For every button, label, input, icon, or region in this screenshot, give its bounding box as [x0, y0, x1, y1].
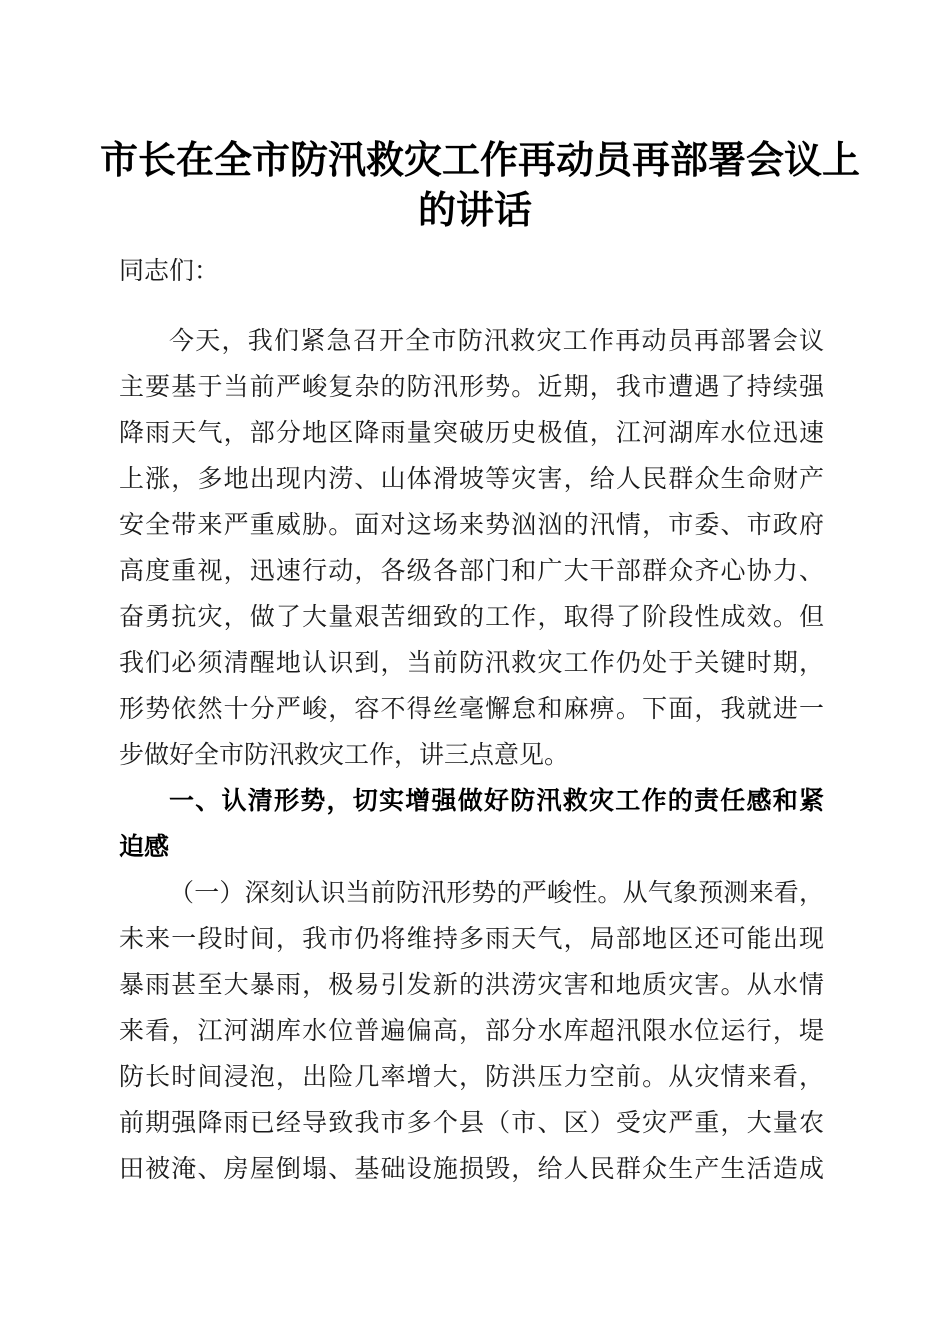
- paragraph-1-line: 步做好全市防汛救灾工作，讲三点意见。: [119, 740, 570, 769]
- document-title-line-1: 市长在全市防汛救灾工作再动员再部署会议上: [100, 137, 861, 182]
- paragraph-2-line: 暴雨甚至大暴雨，极易引发新的洪涝灾害和地质灾害。从水情: [119, 970, 824, 999]
- section-heading-1: 一、认清形势，切实增强做好防汛救灾工作的责任感和紧: [169, 786, 824, 815]
- paragraph-1-line: 降雨天气，部分地区降雨量突破历史极值，江河湖库水位迅速: [119, 418, 824, 447]
- salutation: 同志们：: [119, 256, 220, 285]
- paragraph-2-line: 来看，江河湖库水位普遍偏高，部分水库超汛限水位运行，堤: [119, 1016, 824, 1045]
- paragraph-2-line: 未来一段时间，我市仍将维持多雨天气，局部地区还可能出现: [119, 924, 824, 953]
- paragraph-1-line: 奋勇抗灾，做了大量艰苦细致的工作，取得了阶段性成效。但: [119, 602, 824, 631]
- paragraph-1-line: 上涨，多地出现内涝、山体滑坡等灾害，给人民群众生命财产: [119, 464, 824, 493]
- paragraph-1-line: 安全带来严重威胁。面对这场来势汹汹的汛情，市委、市政府: [119, 510, 824, 539]
- paragraph-1-line: 主要基于当前严峻复杂的防汛形势。近期，我市遭遇了持续强: [119, 372, 824, 401]
- paragraph-2-line: （一）深刻认识当前防汛形势的严峻性。从气象预测来看，: [169, 878, 824, 907]
- paragraph-2-line: 田被淹、房屋倒塌、基础设施损毁，给人民群众生产生活造成: [119, 1154, 824, 1183]
- paragraph-2-line: 防长时间浸泡，出险几率增大，防洪压力空前。从灾情来看，: [119, 1062, 824, 1091]
- document-title-line-2: 的讲话: [417, 187, 532, 232]
- paragraph-2-line: 前期强降雨已经导致我市多个县（市、区）受灾严重，大量农: [119, 1108, 824, 1137]
- paragraph-1-line: 我们必须清醒地认识到，当前防汛救灾工作仍处于关键时期，: [119, 648, 824, 677]
- section-heading-1-continued: 迫感: [119, 832, 170, 861]
- paragraph-1-line: 今天，我们紧急召开全市防汛救灾工作再动员再部署会议: [169, 326, 824, 355]
- paragraph-1-line: 高度重视，迅速行动，各级各部门和广大干部群众齐心协力、: [119, 556, 824, 585]
- paragraph-1-line: 形势依然十分严峻，容不得丝毫懈怠和麻痹。下面，我就进一: [119, 694, 824, 723]
